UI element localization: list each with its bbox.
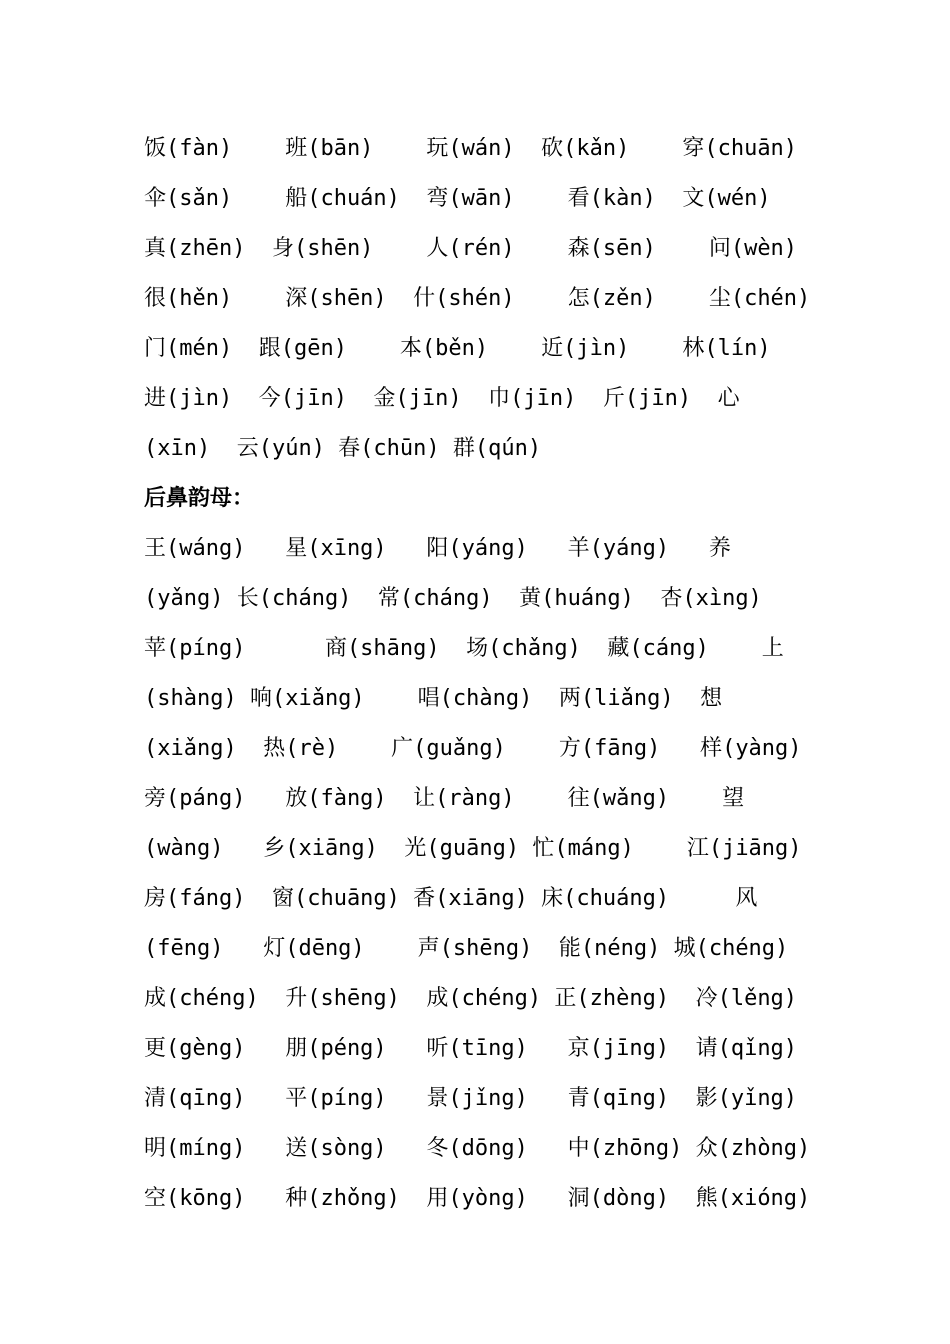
pinyin-line: (shàng) 响(xiǎng) 唱(chàng) 两(liǎng) 想	[144, 686, 723, 711]
pinyin-line: (yǎng) 长(cháng) 常(cháng) 黄(huáng) 杏(xìng)	[144, 586, 762, 611]
pinyin-line: 更(gèng) 朋(péng) 听(tīng) 京(jīng) 请(qǐng)	[144, 1036, 798, 1061]
pinyin-line: 门(mén) 跟(gēn) 本(běn) 近(jìn) 林(lín)	[144, 336, 771, 361]
pinyin-line: 王(wáng) 星(xīng) 阳(yáng) 羊(yáng) 养	[144, 536, 731, 561]
pinyin-line: 真(zhēn) 身(shēn) 人(rén) 森(sēn) 问(wèn)	[144, 236, 798, 261]
pinyin-line: 苹(píng) 商(shāng) 场(chǎng) 藏(cáng) 上	[144, 636, 784, 661]
pinyin-line: (xīn) 云(yún) 春(chūn) 群(qún)	[144, 436, 542, 461]
pinyin-line: 伞(sǎn) 船(chuán) 弯(wān) 看(kàn) 文(wén)	[144, 186, 771, 211]
pinyin-line: 很(hěn) 深(shēn) 什(shén) 怎(zěn) 尘(chén)	[144, 286, 811, 311]
pinyin-line: 饭(fàn) 班(bān) 玩(wán) 砍(kǎn) 穿(chuān)	[144, 136, 798, 161]
section-heading: 后鼻韵母：	[144, 486, 255, 511]
pinyin-line: 房(fáng) 窗(chuāng) 香(xiāng) 床(chuáng) 风	[144, 886, 758, 911]
pinyin-line: 明(míng) 送(sòng) 冬(dōng) 中(zhōng) 众(zhòng)	[144, 1136, 811, 1161]
pinyin-line: 成(chéng) 升(shēng) 成(chéng) 正(zhèng) 冷(lěng)	[144, 986, 798, 1011]
pinyin-line: 旁(páng) 放(fàng) 让(ràng) 往(wǎng) 望	[144, 786, 745, 811]
pinyin-line: 进(jìn) 今(jīn) 金(jīn) 巾(jīn) 斤(jīn) 心	[144, 386, 740, 411]
pinyin-line: 空(kōng) 种(zhǒng) 用(yòng) 洞(dòng) 熊(xióng)	[144, 1186, 811, 1211]
pinyin-line: 清(qīng) 平(píng) 景(jǐng) 青(qīng) 影(yǐng)	[144, 1086, 798, 1111]
pinyin-line: (fēng) 灯(dēng) 声(shēng) 能(néng) 城(chéng)	[144, 936, 789, 961]
pinyin-line: (xiǎng) 热(rè) 广(guǎng) 方(fāng) 样(yàng)	[144, 736, 802, 761]
pinyin-line: (wàng) 乡(xiāng) 光(guāng) 忙(máng) 江(jiāng)	[144, 836, 802, 861]
